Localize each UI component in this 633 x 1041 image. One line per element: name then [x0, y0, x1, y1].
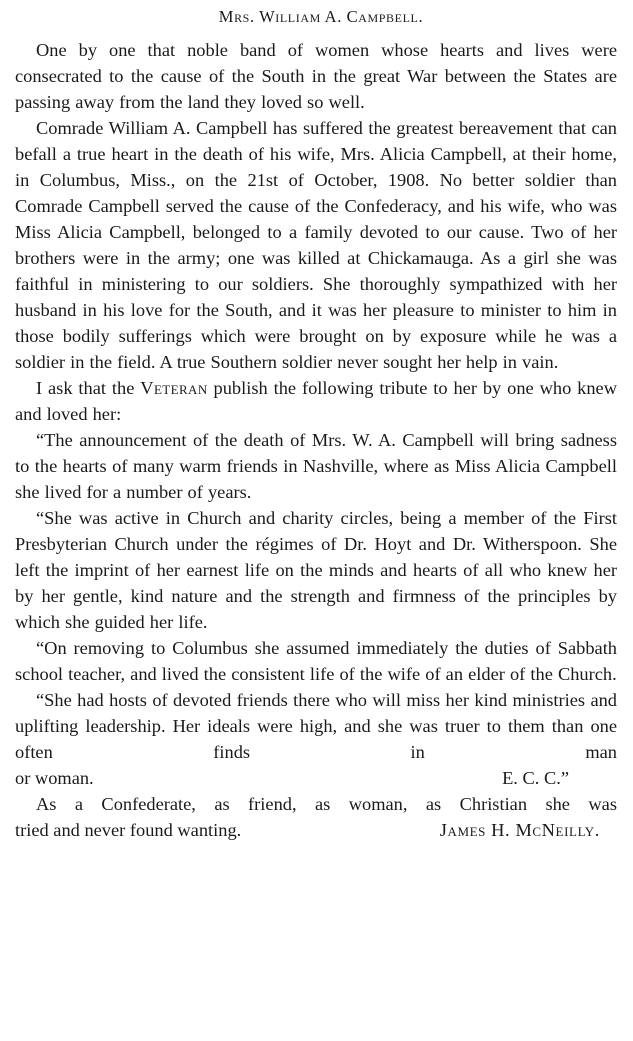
conclusion-closing-line [15, 817, 617, 843]
paragraph-friends: “She had hosts of devoted friends there who will miss her kind ministries and uplifting leadership. Her ideals were high, and she was truer to them than one often finds in man [15, 690, 617, 762]
author-signature: James H. McNeilly. [439, 820, 600, 840]
request-text-start: I ask that the [36, 378, 141, 398]
conclusion-closing-text: tried and never found wanting. [15, 820, 242, 840]
article-title: Mrs. William A. Campbell. [218, 7, 424, 26]
veteran-name: Veteran [140, 378, 208, 398]
request-text-end: publish the following tribute to her by one who knew and loved her: [15, 378, 617, 424]
paragraph-announcement: “The announcement of the death of Mrs. W. A. Campbell will bring sadness to the hearts of many warm friends in Nashville, where as Miss Alicia Campbell she lived for a number of years. [15, 430, 617, 502]
paragraph-conclusion: As a Confederate, as friend, as woman, as Christian she was [36, 794, 617, 814]
tribute-closing-line [15, 765, 617, 791]
paragraph-request [15, 375, 617, 427]
paragraph-intro: One by one that noble band of women whose hearts and lives were consecrated to the cause of the South in the great War between the States are passing away from the land they loved so well. [15, 40, 617, 112]
paragraph-bereavement: Comrade William A. Campbell has suffered the greatest bereavement that can befall a true heart in the death of his wife, Mrs. Alicia Campbell, at their home, in Columbus, Miss., on the 21st of October, 1908. No better soldier than Comrade Campbell served the cause of the Confederacy, and his wife, who was Miss Alicia Campbell, belonged to a family devoted to our cause. Two of her brothers were in the army; one was killed at Chickamauga. As a girl she was faithful in ministering to our soldiers. She thoroughly sympathized with her husband in his love for the South, and it was her pleasure to minister to him in those bodily sufferings which were brought on by exposure while he was a soldier in the field. A true Southern soldier never sought her help in vain. [15, 118, 617, 372]
tribute-signature: E. C. C.” [502, 768, 569, 788]
article [15, 6, 617, 843]
paragraph-columbus: “On removing to Columbus she assumed immediately the duties of Sabbath school teacher, and lived the consistent life of the wife of an elder of the Church. [15, 638, 617, 684]
paragraph-church: “She was active in Church and charity circles, being a member of the First Presbyterian Church under the régimes of Dr. Hoyt and Dr. Witherspoon. She left the imprint of her earnest life on the minds and hearts of all who knew her by her gentle, kind nature and the strength and firmness of the principles by which she guided her life. [15, 508, 617, 632]
tribute-closing-text: or woman. [15, 768, 94, 788]
